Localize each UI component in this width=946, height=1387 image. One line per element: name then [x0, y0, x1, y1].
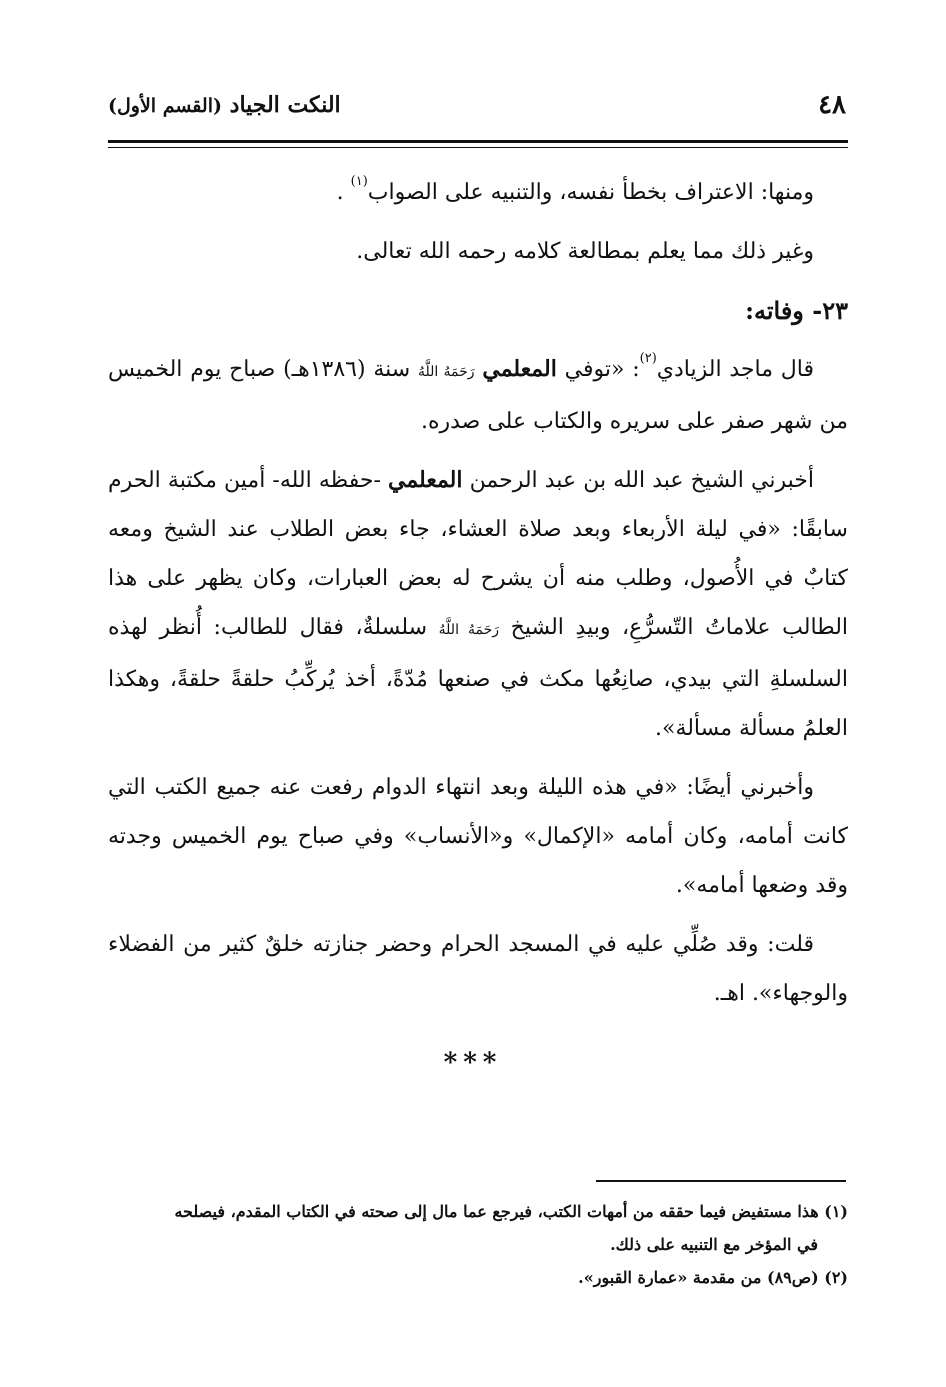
book-part: (القسم الأول): [108, 95, 222, 117]
section-separator: ***: [443, 1048, 503, 1078]
paragraph-3-text-a: قال ماجد الزيادي: [656, 357, 814, 382]
paragraph-4-text-b: -حفظه الله- أمين مكتبة الحرم سابقًا: «في ليلة الأربعاء وبعد صلاة العشاء، جاء بعض الطلاب عند الشيخ ومعه كتابٌ في الأُصول، وطلب منه أن يشرح له بعض العبارات، وكان يظهر على هذا الطالب علاماتُ التّسرُّعِ، وبيدِ الشيخ: [108, 468, 849, 640]
paragraph-1-text: ومنها: الاعتراف بخطأ نفسه، والتنبيه على الصواب: [367, 180, 814, 205]
honorific: رَحَمَهُ اللَّهُ: [438, 622, 500, 638]
name-almuallimi: المعلمي: [482, 356, 557, 382]
paragraph-4-text-a: أخبرني الشيخ عبد الله بن عبد الرحمن: [469, 468, 814, 493]
section-heading: ٢٣- وفاته:: [745, 296, 848, 325]
header-rule-thick: [108, 140, 848, 143]
paragraph-3-text-b: : «توفي: [564, 357, 640, 382]
paragraph-6: قلت: وقد صُلِّي عليه في المسجد الحرام وحضر جنازته خلقٌ كثير من الفضلاء والوجهاء». اهـ.: [108, 932, 848, 1006]
honorific: رَحَمَهُ اللَّهُ: [418, 364, 475, 380]
footnote-2: (٢) (ص٨٩) من مقدمة «عمارة القبور».: [578, 1268, 848, 1287]
book-title: النكت الجياد: [229, 92, 341, 118]
footnote-rule: [596, 1180, 846, 1182]
paragraph-3: [108, 345, 848, 446]
footnotes: [108, 1195, 848, 1294]
footnote-ref-2[interactable]: (٢): [639, 351, 657, 366]
paragraph-1: [108, 168, 848, 217]
paragraph-3-text-c: سنة (١٣٨٦هـ) صباح يوم الخميس من شهر صفر على سريره والكتاب على صدره.: [108, 357, 848, 434]
paragraph-5: وأخبرني أيضًا: «في هذه الليلة وبعد انتهاء الدوام رفعت عنه جميع الكتب التي كانت أمامه، وكان أمامه «الإكمال» و«الأنساب» وفي صباح يوم الخميس وجدته وقد وضعها أمامه».: [108, 775, 848, 898]
header-rule-thin: [108, 147, 848, 148]
running-header: [108, 90, 846, 130]
running-title: [108, 92, 341, 118]
main-text: [108, 168, 848, 1028]
paragraph-4-text-c: سلسلةٌ، فقال للطالب: أُنظر لهذه السلسلةِ التي بيدي، صانِعُها مكث في صنعها مُدّةً، أخذ يُركِّبُ حلقةً حلقةً، وهكذا العلمُ مسألة مسألة».: [108, 615, 848, 741]
name-almuallimi: المعلمي: [388, 467, 463, 493]
paragraph-1-end: .: [336, 180, 344, 205]
paragraph-4: [108, 456, 848, 753]
footnote-ref-1[interactable]: (١): [350, 174, 368, 189]
page-number: ٤٨: [818, 90, 846, 120]
paragraph-2: وغير ذلك مما يعلم بمطالعة كلامه رحمه الله تعالى.: [356, 239, 814, 264]
footnote-1: (١) هذا مستفيض فيما حققه من أمهات الكتب، فيرجع عما مال إلى صحته في الكتاب المقدم، فيصلحه: [174, 1202, 848, 1221]
footnote-1-continued: في المؤخر مع التنبيه على ذلك.: [610, 1235, 818, 1254]
